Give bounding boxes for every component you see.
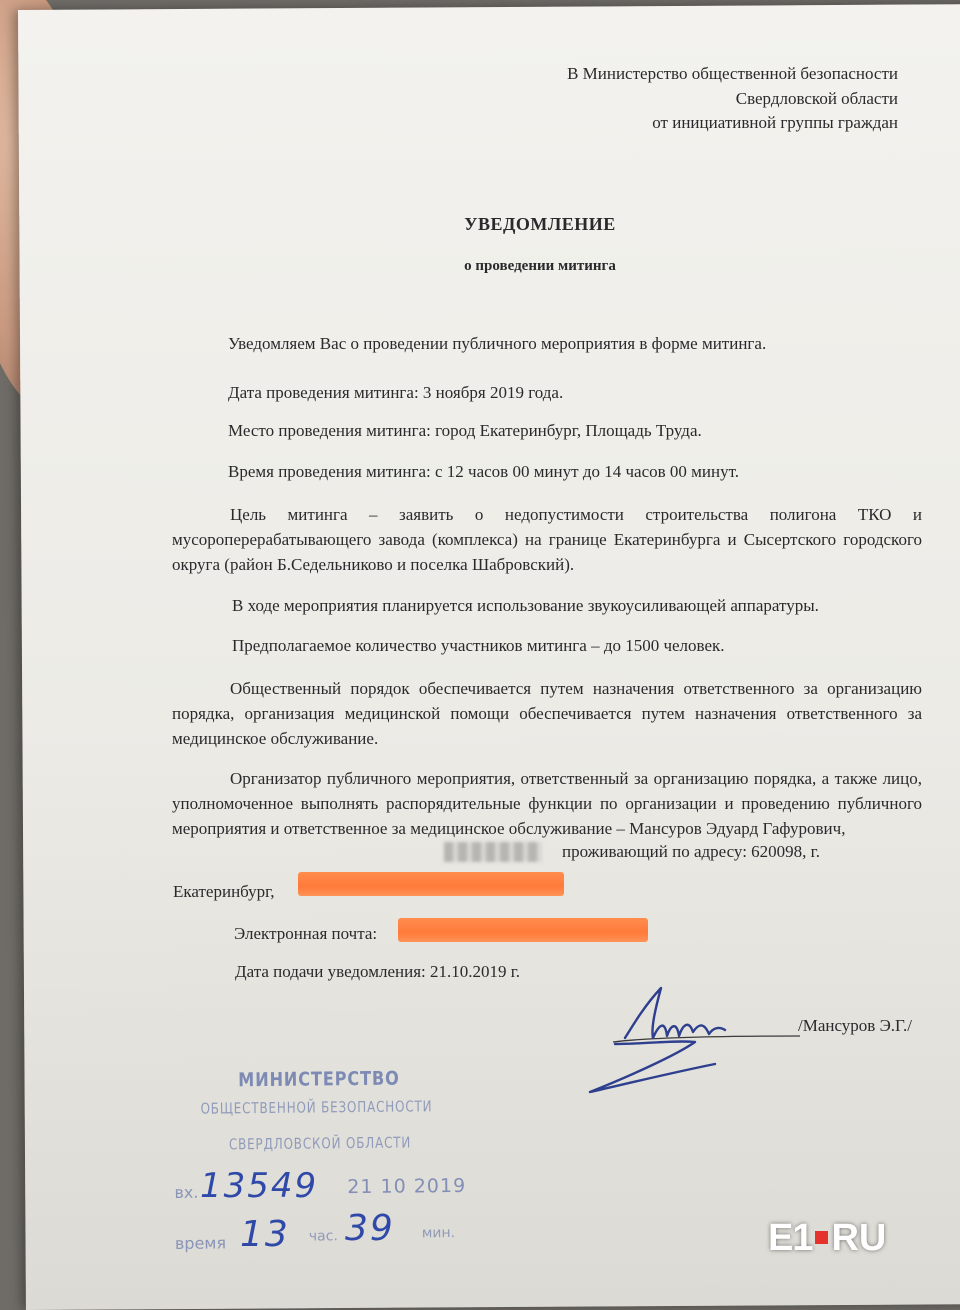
organizer-address-line: проживающий по адресу: 620098, г. (562, 842, 820, 861)
organizer-text: Организатор публичного мероприятия, ответственный за организацию порядка, а также лицо, уполномоченное выполнять распорядительные функции по организации и проведению публичного мероприятия и ответственное за медицинское обслуживание – Мансуров Эдуард Гафурович, (172, 769, 922, 838)
e1-watermark-logo (768, 1217, 886, 1260)
purpose-text: Цель митинга – заявить о недопустимости строительства полигона ТКО и мусороперерабатывающего завода (комплекса) на границе Екатеринбурга и Сысертского городского округа (район Б.Седельниково и поселка Шабровский). (172, 505, 922, 574)
stamp-ministry: МИНИСТЕРСТВО (238, 1067, 400, 1092)
stamp-incoming-date: 21 10 2019 (347, 1174, 467, 1199)
purpose-paragraph (172, 502, 922, 577)
signature-name: /Мансуров Э.Г./ (798, 1016, 912, 1035)
logo-red-square (815, 1231, 828, 1244)
order-text: Общественный порядок обеспечивается путем назначения ответственного за организацию порядка, организация медицинской помощи обеспечивается путем назначения ответственного за медицинское обслуживание. (172, 679, 922, 748)
submission-date-line: Дата подачи уведомления: 21.10.2019 г. (235, 962, 521, 981)
document-title: УВЕДОМЛЕНИЕ (464, 214, 616, 234)
date-line: Дата проведения митинга: 3 ноября 2019 года. (228, 383, 564, 402)
logo-e1: E1 (768, 1217, 813, 1259)
addressee-line: от инициативной группы граждан (652, 113, 898, 132)
email-label: Электронная почта: (234, 924, 378, 943)
handwritten-minutes: 39 (345, 1208, 395, 1249)
document-subtitle: о проведении митинга (464, 258, 616, 274)
handwritten-hours: 13 (240, 1214, 290, 1255)
time-line: Время проведения митинга: с 12 часов 00 минут до 14 часов 00 минут. (228, 462, 740, 481)
participants-line: Предполагаемое количество участников митинга – до 1500 человек. (232, 636, 725, 655)
redacted-email (398, 918, 648, 942)
addressee-line: Свердловской области (735, 88, 898, 108)
organizer-paragraph (172, 766, 922, 841)
addressee-line: В Министерство общественной безопасности (567, 64, 898, 83)
equipment-line: В ходе мероприятия планируется использование звукоусиливающей аппаратуры. (232, 596, 819, 615)
stamp-department: ОБЩЕСТВЕННОЙ БЕЗОПАСНОСТИ (200, 1097, 433, 1118)
handwritten-signature (585, 980, 815, 1100)
stamp-incoming-label: вх. (174, 1182, 199, 1202)
intro-line: Уведомляем Вас о проведении публичного мероприятия в форме митинга. (228, 334, 767, 353)
blurred-birthdate (444, 842, 542, 862)
redacted-address (298, 872, 564, 896)
handwritten-incoming-number: 13549 (200, 1166, 319, 1206)
order-paragraph (172, 676, 922, 751)
addressee-block (567, 62, 898, 136)
organizer-city-line: Екатеринбург, (173, 882, 275, 901)
place-line: Место проведения митинга: город Екатеринбург, Площадь Труда. (228, 421, 702, 440)
stamp-hours-label: час. (308, 1228, 338, 1245)
logo-ru: RU (831, 1217, 887, 1259)
stamp-region: СВЕРДЛОВСКОЙ ОБЛАСТИ (228, 1133, 412, 1154)
stamp-time-label: время (174, 1233, 227, 1253)
stamp-minutes-label: мин. (421, 1225, 456, 1242)
